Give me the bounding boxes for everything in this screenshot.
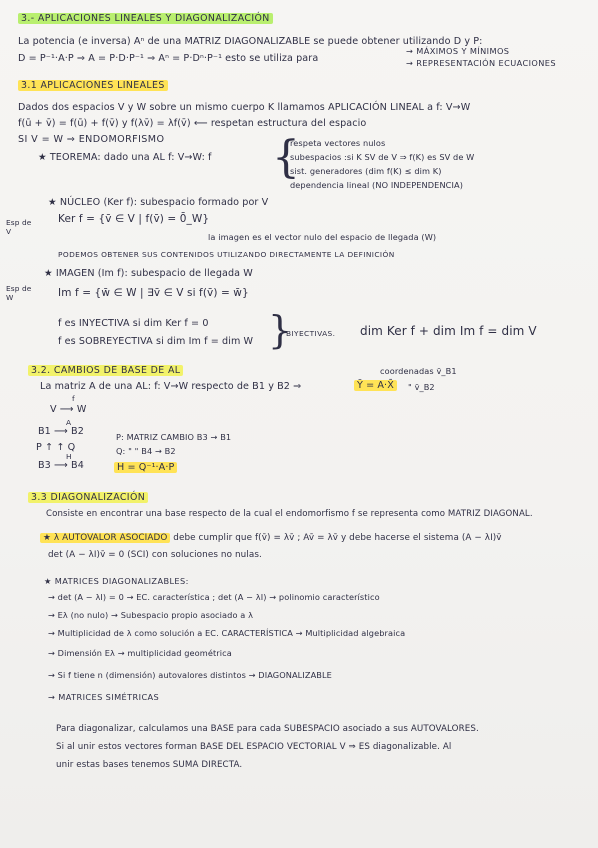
inyectiva-line: f es INYECTIVA si dim Ker f = 0 [58,318,209,329]
diagram-b3-b4: B3 ⟶ B4 [38,460,84,471]
section-33-title-text: 3.3 DIAGONALIZACIÓN [28,492,148,503]
sec33-line3: det (A − λI)v̄ = 0 (SCI) con soluciones no nulas. [48,550,262,560]
h-formula [114,462,177,473]
imagen-definition: Im f = {w̄ ∈ W | ∃v̄ ∈ V si f(v̄) = w̄} [58,287,249,299]
matrix-q-note: Q: " " B4 → B2 [116,446,176,456]
autovalor-label: ★ λ AUTOVALOR ASOCIADO [40,533,170,543]
teorema-line: ★ TEOREMA: dado una AL f: V→W: f [38,152,212,163]
calc-note: PODEMOS OBTENER SUS CONTENIDOS UTILIZANDO DIRECTAMENTE LA DEFINICIÓN [58,250,395,259]
matrices-item: → Dimensión Eλ → multiplicidad geométrica [48,648,232,658]
imagen-side-note: Esp de W [6,284,32,302]
diagram-f-label: f [72,394,75,403]
section-32-title-text: 3.2. CAMBIOS DE BASE DE AL [28,365,183,376]
sec3-line2: D = P⁻¹·A·P ⇒ A = P·D·P⁻¹ ⇒ Aⁿ = P·Dⁿ·P⁻¹ esto se utiliza para [18,53,319,64]
diagram-a-label: A [66,418,72,427]
matrices-item: → Eλ (no nulo) → Subespacio propio asociado a λ [48,610,254,620]
section-3-title-text: 3.- APLICACIONES LINEALES Y DIAGONALIZACIÓN [18,13,273,24]
section-32-title [28,365,183,376]
imagen-title: ★ IMAGEN (Im f): subespacio de llegada W [44,268,253,279]
sec33-line1: Consiste en encontrar una base respecto de la cual el endomorfismo f se representa como MATRIZ DIAGONAL. [46,509,533,519]
sec32-formula-text: Ȳ = A·X̄ [354,380,397,391]
biyectiva-label: BIYECTIVAS. [286,329,336,338]
teorema-item: respeta vectores nulos [290,138,386,148]
matrices-item: → Multiplicidad de λ como solución a EC. CARACTERÍSTICA → Multiplicidad algebraica [48,628,406,638]
nucleo-title: ★ NÚCLEO (Ker f): subespacio formado por V [48,197,269,208]
sec3-line1: La potencia (e inversa) Aⁿ de una MATRIZ DIAGONALIZABLE se puede obtener utilizando D y P: [18,36,483,47]
matrices-item: → MATRICES SIMÉTRICAS [48,692,160,702]
nucleo-definition: Ker f = {v̄ ∈ V | f(v̄) = 0̄_W} [58,213,210,225]
matrices-title: ★ MATRICES DIAGONALIZABLES: [44,576,189,586]
sec3-use2: → REPRESENTACIÓN ECUACIONES [406,58,556,68]
sec31-endomorfismo: SI V = W ⇒ ENDOMORFISMO [18,134,165,145]
section-33-title [28,492,148,503]
matrix-p-note: P: MATRIZ CAMBIO B3 → B1 [116,432,232,442]
nucleo-note: la imagen es el vector nulo del espacio de llegada (W) [208,232,437,242]
section-3-title [18,13,273,24]
coord-note-side: " v̄_B2 [408,382,435,392]
matrices-item: → det (A − λI) = 0 → EC. característica ; det (A − λI) → polinomio característico [48,592,380,602]
diagram-h-label: H [66,452,72,461]
sec31-def2: f(ū + v̄) = f(ū) + f(v̄) y f(λv̄) = λf(v̄) ⟵ respetan estructura del espacio [18,118,367,129]
sec33-line2 [40,533,502,543]
sec32-line1: La matriz A de una AL: f: V→W respecto de B1 y B2 ⇒ [40,381,302,392]
h-formula-text: H = Q⁻¹·A·P [114,462,177,473]
teorema-item: sist. generadores (dim f(K) ≤ dim K) [290,166,442,176]
teorema-brace: { [272,132,300,183]
diagram-v-to-w: V ⟶ W [50,404,87,415]
matrices-item: → Si f tiene n (dimensión) autovalores distintos → DIAGONALIZABLE [48,670,332,680]
nucleo-side-note: Esp de V [6,218,32,236]
closing-line2: Si al unir estos vectores forman BASE DEL ESPACIO VECTORIAL V ⇒ ES diagonalizable. Al [56,742,452,752]
closing-line1: Para diagonalizar, calculamos una BASE para cada SUBESPACIO asociado a sus AUTOVALORES. [56,724,479,734]
sec31-def1: Dados dos espacios V y W sobre un mismo cuerpo K llamamos APLICACIÓN LINEAL a f: V→W [18,102,471,113]
section-31-title [18,80,168,91]
sec3-use1: → MÁXIMOS Y MÍNIMOS [406,46,510,56]
teorema-item: subespacios :si K SV de V ⇒ f(K) es SV de W [290,152,475,162]
biyectiva-brace: } [268,308,293,352]
sec32-formula [354,380,397,391]
section-31-title-text: 3.1 APLICACIONES LINEALES [18,80,168,91]
diagram-p-q: P ↑ ↑ Q [36,442,76,453]
autovalor-condition: debe cumplir que f(v̄) = λv̄ ; Av̄ = λv̄ y debe hacerse el sistema (A − λI)v̄ [173,533,502,543]
sobreyectiva-line: f es SOBREYECTIVA si dim Im f = dim W [58,336,254,347]
closing-line3: unir estas bases tenemos SUMA DIRECTA. [56,760,243,770]
diagram-b1-b2: B1 ⟶ B2 [38,426,84,437]
coord-note-top: coordenadas v̄_B1 [380,366,457,376]
dimension-formula: dim Ker f + dim Im f = dim V [360,324,537,338]
teorema-item: dependencia lineal (NO INDEPENDENCIA) [290,180,463,190]
